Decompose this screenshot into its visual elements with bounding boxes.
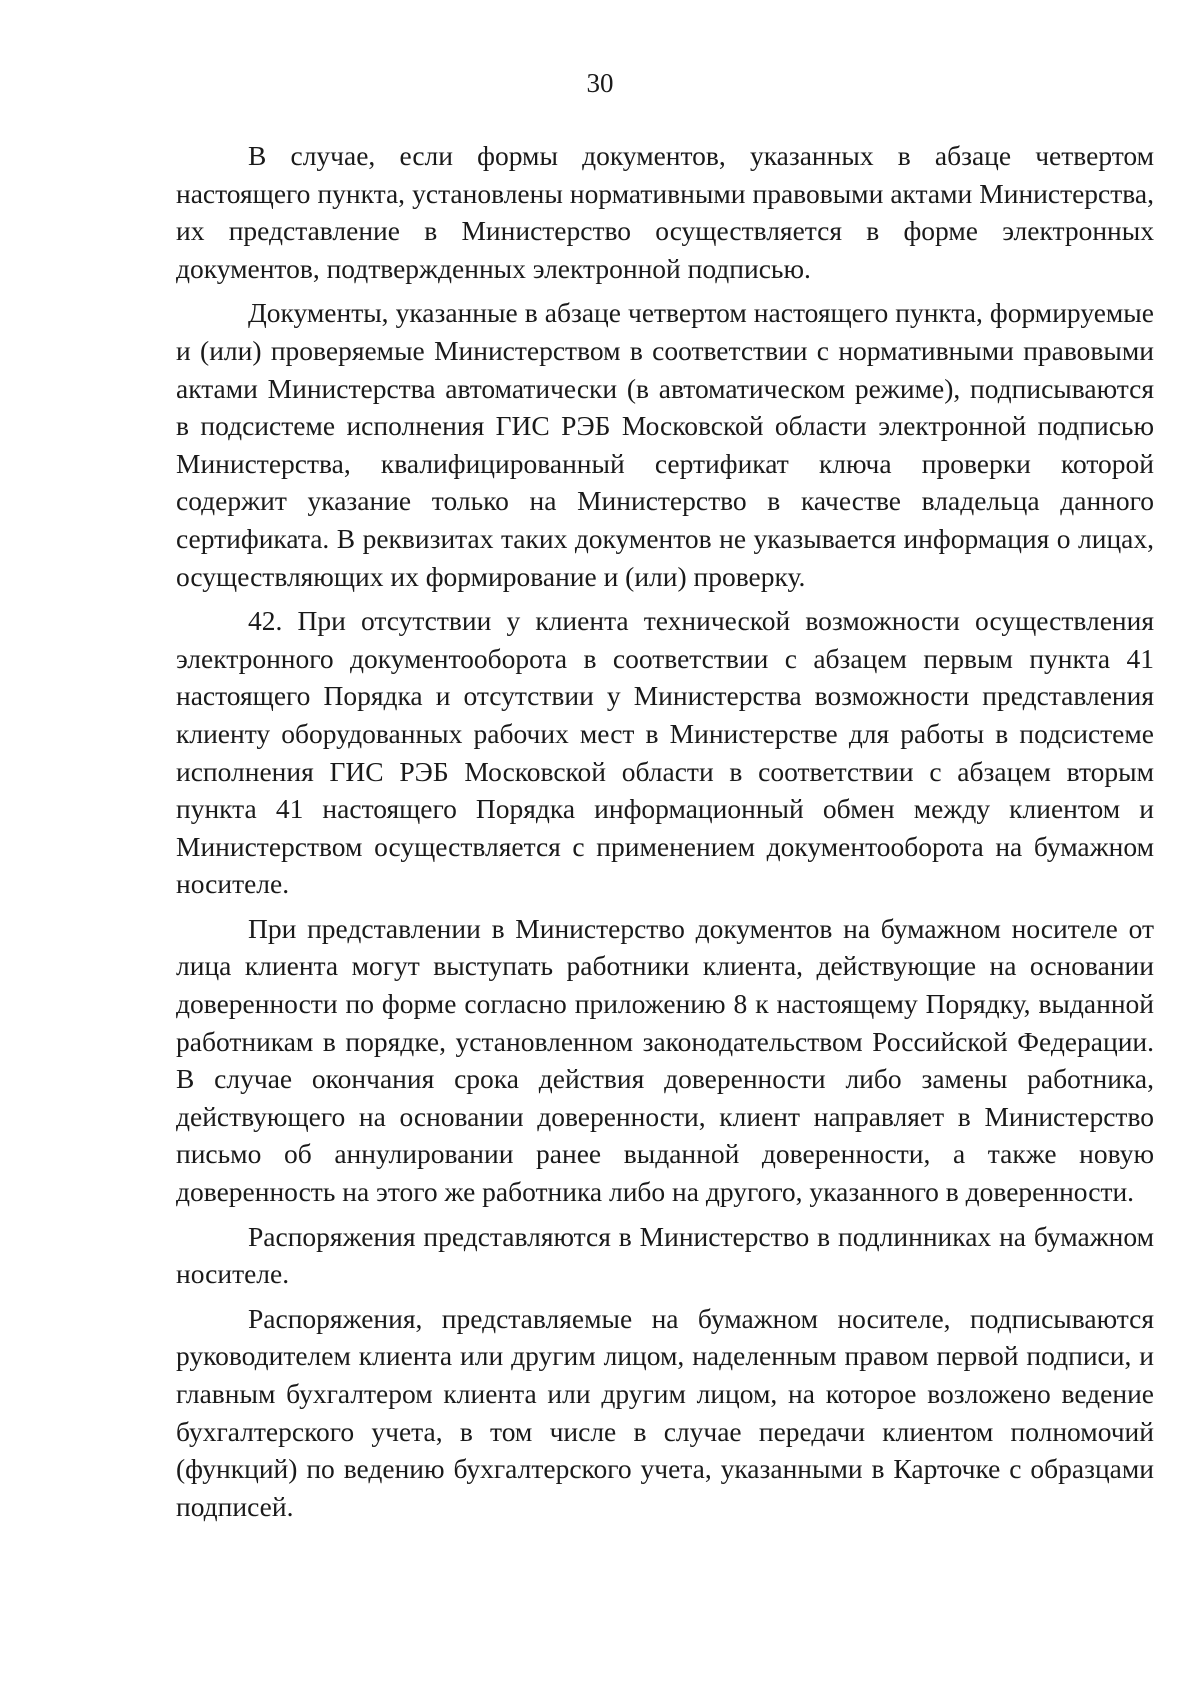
paragraph-item-42: 42. При отсутствии у клиента технической возможности осуществления электронного документооборота в соответствии с абзацем первым пункта 41 настоящего Порядка и отсутствии у Министерства возможности представления клиенту оборудованных рабочих мест в Министерстве для работы в подсистеме исполнения ГИС РЭБ Московской области в соответствии с абзацем вторым пункта 41 настоящего Порядка информационный обмен между клиентом и Министерством осуществляется с применением документооборота на бумажном носителе. <box>176 605 1154 900</box>
paragraph-orders-originals: Распоряжения представляются в Министерство в подлинниках на бумажном носителе. <box>176 1220 1154 1290</box>
paragraph-power-of-attorney: При представлении в Министерство документов на бумажном носителе от лица клиента могут выступать работники клиента, действующие на основании доверенности по форме согласно приложению 8 к настоящему Порядку, выданной работникам в порядке, установленном законодательством Российской Федерации. В случае окончания срока действия доверенности либо замены работника, действующего на основании доверенности, клиент направляет в Министерство письмо об аннулировании ранее выданной доверенности, а также новую доверенность на этого же работника либо на другого, указанного в доверенности. <box>176 912 1154 1208</box>
paragraph-signed-documents: Документы, указанные в абзаце четвертом настоящего пункта, формируемые и (или) проверяемые Министерством в соответствии с нормативными правовыми актами Министерства автоматически (в автоматическом режиме), подписываются в подсистеме исполнения ГИС РЭБ Московской области электронной подписью Министерства, квалифицированный сертификат ключа проверки которой содержит указание только на Министерство в качестве владельца данного сертификата. В реквизитах таких документов не указывается информация о лицах, осуществляющих их формирование и (или) проверку. <box>176 297 1154 592</box>
page-number: 30 <box>586 68 614 98</box>
document-body <box>176 137 1154 1525</box>
paragraph-orders-signatures: Распоряжения, представляемые на бумажном носителе, подписываются руководителем клиента или другим лицом, наделенным правом первой подписи, и главным бухгалтером клиента или другим лицом, на которое возложено ведение бухгалтерского учета, в том числе в случае передачи клиентом полномочий (функций) по ведению бухгалтерского учета, указанными в Карточке с образцами подписей. <box>176 1302 1154 1522</box>
paragraph-electronic-forms: В случае, если формы документов, указанных в абзаце четвертом настоящего пункта, установлены нормативными правовыми актами Министерства, их представление в Министерство осуществляется в форме электронных документов, подтвержденных электронной подписью. <box>176 140 1154 284</box>
